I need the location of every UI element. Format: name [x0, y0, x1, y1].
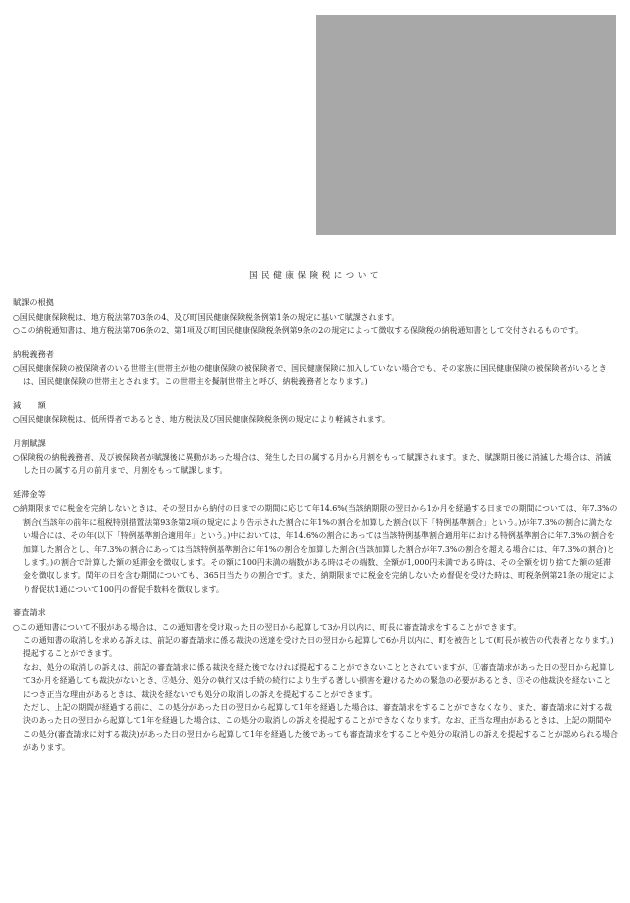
section-heading: 月割賦課 [13, 437, 46, 448]
photo-placeholder [316, 15, 616, 235]
paragraph: なお、処分の取消しの訴えは、前記の審査請求に係る裁決を経た後でなければ提起することができないこととされていますが、①審査請求があった日の翌日から起算して3か月を経過しても裁決がないとき、②処分、処分の執行又は手続の続行により生ずる著しい損害を避けるための緊急の必要があるとき、③その他裁決を経ないことにつき正当な理由があるときは、裁決を経ないでも処分の取消しの訴えを提起することができます。 [23, 662, 615, 699]
section-appeal [13, 606, 618, 754]
section-heading: 延滞金等 [13, 488, 46, 499]
document-title: 国民健康保険税について [249, 271, 382, 281]
section-heading: 減 額 [13, 399, 46, 410]
paragraph: ただし、上記の期間が経過する前に、この処分があった日の翌日から起算して1年を経過した場合は、審査請求をすることができなくなり、また、審査請求に対する裁決のあった日の翌日から起算して1年を経過した場合は、この処分の取消しの訴えを提起することができなくなります。なお、正当な理由があるときは、上記の期間やこの処分(審査請求に対する裁決)があった日の翌日から起算して1年を経過した後であっても審査請求をすることや処分の取消しの訴えを提起することが認められる場合があります。 [23, 702, 618, 753]
paragraph: ○この納税通知書は、地方税法第706条の2、第1項及び町国民健康保険税条例第9条の2の規定によって徴収する保険税の納税通知書として交付されるものです。 [13, 326, 584, 336]
section-reduction [13, 399, 618, 427]
section-taxpayer [13, 348, 618, 389]
paragraph: この通知書の取消しを求める訴えは、前記の審査請求に係る裁決の送達を受けた日の翌日から起算して6か月以内に、町を被告として(町長が被告の代表者となります。)提起することができます。 [23, 635, 614, 659]
document-body [13, 270, 618, 765]
paragraph: ○この通知書について不服がある場合は、この通知書を受け取った日の翌日から起算して3か月以内に、町長に審査請求をすることができます。 [13, 622, 522, 632]
paragraph: ○納期限までに税金を完納しないときは、その翌日から納付の日までの期間に応じて年14.6%(当該納期限の翌日から1か月を経過する日までの期間については、年7.3%の割合(当該年の前年に租税特別措置法第93条第2項の規定により告示された割合に年1%の割合を加算した割合(以下「特例基準割合」という。)が年7.3%の割合に満たない場合には、その年(以下「特例基準割合適用年」という。)中においては、年14.6%の割合にあっては当該特例基準割合適用年における特例基準割合に年7.3%の割合を加算した割合とし、年7.3%の割合にあっては当該特例基準割合に年1%の割合を加算した割合(当該加算した割合が年7.3%の割合を超える場合には、年7.3%の割合)とします。)の割合で計算した額の延滞金を徴収します。その額に100円未満の端数がある時はその端数、全額が1,000円未満である時は、その全額を切り捨てた額の延滞金を徴収します。閏年の日を含む期間についても、365日当たりの割合です。また、納期限までに税金を完納しないため督促を受けた時は、町税条例第21条の規定により督促状1通について100円の督促手数料を徴収します。 [13, 504, 618, 594]
section-basis [13, 296, 618, 337]
section-monthly [13, 437, 618, 478]
paragraph: ○国民健康保険税は、低所得者であるとき、地方税法及び国民健康保険税条例の規定により軽減されます。 [13, 415, 390, 425]
paragraph: ○国民健康保険税は、地方税法第703条の4、及び町国民健康保険税条例第1条の規定に基いて賦課されます。 [13, 312, 400, 322]
paragraph: ○国民健康保険の被保険者のいる世帯主(世帯主が他の健康保険の被保険者で、国民健康保険に加入していない場合でも、その家族に国民健康保険の被保険者がいるときは、国民健康保険の世帯主とされます。この世帯主を擬制世帯主と呼び、納税義務者となります。) [13, 364, 607, 387]
section-heading: 賦課の根拠 [13, 297, 54, 308]
section-heading: 審査請求 [13, 607, 46, 618]
paragraph: ○保険税の納税義務者、及び被保険者が賦課後に異動があった場合は、発生した日の属する月から月割をもって賦課されます。また、賦課期日後に消滅した場合は、消滅した日の属する月の前月まで、月割をもって賦課します。 [13, 453, 611, 476]
section-heading: 納税義務者 [13, 348, 54, 359]
section-delinquency [13, 488, 618, 596]
